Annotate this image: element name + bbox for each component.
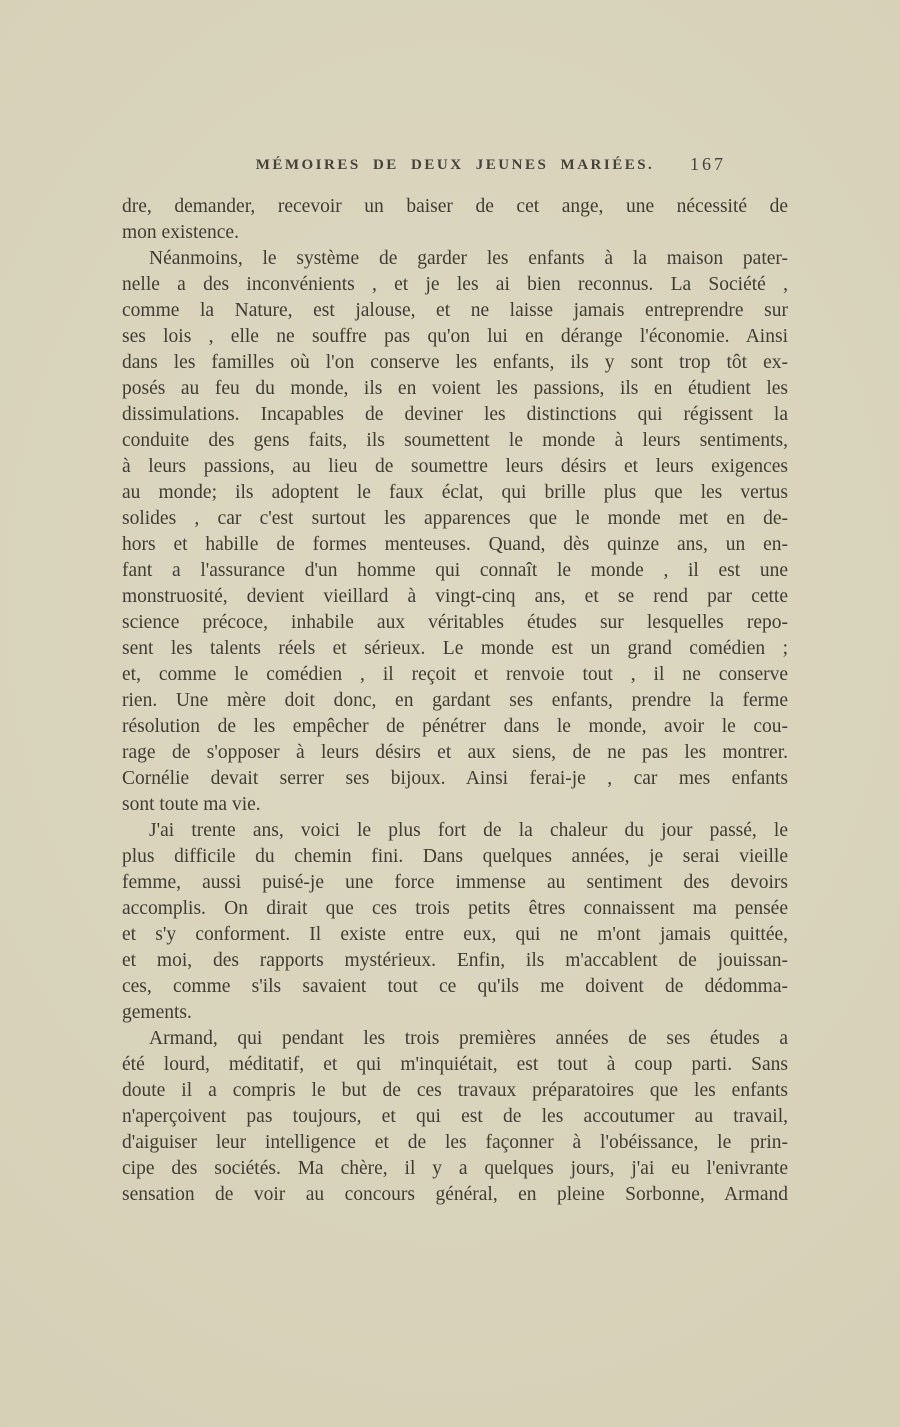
text-line: sent les talents réels et sérieux. Le monde est un grand comédien ;: [122, 638, 788, 659]
text-line: solides , car c'est surtout les apparences que le monde met en de-: [122, 508, 788, 529]
text-line: ces, comme s'ils savaient tout ce qu'ils me doivent de dédomma-: [122, 976, 788, 997]
text-line: hors et habille de formes menteuses. Quand, dès quinze ans, un en-: [122, 534, 788, 555]
text-line: accomplis. On dirait que ces trois petits êtres connaissent ma pensée: [122, 898, 788, 919]
text-line: Armand, qui pendant les trois premières années de ses études a: [149, 1028, 788, 1049]
text-line: rien. Une mère doit donc, en gardant ses enfants, prendre la ferme: [122, 690, 788, 711]
text-line: dissimulations. Incapables de deviner les distinctions qui régissent la: [122, 404, 788, 425]
text-line: fant a l'assurance d'un homme qui connaît le monde , il est une: [122, 560, 788, 581]
text-line: dre, demander, recevoir un baiser de cet ange, une nécessité de: [122, 196, 788, 217]
text-line: n'aperçoivent pas toujours, et qui est de les accoutumer au travail,: [122, 1106, 788, 1127]
text-line: monstruosité, devient vieillard à vingt-cinq ans, et se rend par cette: [122, 586, 788, 607]
text-line: à leurs passions, au lieu de soumettre leurs désirs et leurs exigences: [122, 456, 788, 477]
text-line: au monde; ils adoptent le faux éclat, qui brille plus que les vertus: [122, 482, 788, 503]
text-line: sont toute ma vie.: [122, 794, 261, 815]
text-line: été lourd, méditatif, et qui m'inquiétait, est tout à coup parti. Sans: [122, 1054, 788, 1075]
paragraph: [122, 818, 788, 1026]
text-line: femme, aussi puisé-je une force immense au sentiment des devoirs: [122, 872, 788, 893]
text-line: nelle a des inconvénients , et je les ai bien reconnus. La Société ,: [122, 274, 788, 295]
text-line: comme la Nature, est jalouse, et ne laisse jamais entreprendre sur: [122, 300, 788, 321]
paragraph: [122, 194, 788, 246]
text-line: mon existence.: [122, 222, 239, 243]
text-line: plus difficile du chemin fini. Dans quelques années, je serai vieille: [122, 846, 788, 867]
text-line: résolution de les empêcher de pénétrer dans le monde, avoir le cou-: [122, 716, 788, 737]
paragraph: [122, 1026, 788, 1208]
text-line: science précoce, inhabile aux véritables études sur lesquelles repo-: [122, 612, 788, 633]
text-line: Cornélie devait serrer ses bijoux. Ainsi ferai-je , car mes enfants: [122, 768, 788, 789]
paragraph: [122, 246, 788, 818]
text-line: posés au feu du monde, ils en voient les passions, ils en étudient les: [122, 378, 788, 399]
text-line: et moi, des rapports mystérieux. Enfin, ils m'accablent de jouissan-: [122, 950, 788, 971]
text-line: rage de s'opposer à leurs désirs et aux siens, de ne pas les montrer.: [122, 742, 788, 763]
text-line: sensation de voir au concours général, en pleine Sorbonne, Armand: [122, 1184, 788, 1205]
text-line: doute il a compris le but de ces travaux préparatoires que les enfants: [122, 1080, 788, 1101]
text-block: [122, 194, 788, 1208]
page-header: [122, 154, 788, 174]
page-number: 167: [690, 154, 726, 174]
text-line: Néanmoins, le système de garder les enfants à la maison pater-: [149, 248, 788, 269]
text-line: gements.: [122, 1002, 192, 1023]
text-line: et s'y conforment. Il existe entre eux, qui ne m'ont jamais quittée,: [122, 924, 788, 945]
text-line: et, comme le comédien , il reçoit et renvoie tout , il ne conserve: [122, 664, 788, 685]
text-line: J'ai trente ans, voici le plus fort de la chaleur du jour passé, le: [149, 820, 788, 841]
running-title: MÉMOIRES DE DEUX JEUNES MARIÉES.: [255, 157, 655, 173]
text-line: conduite des gens faits, ils soumettent le monde à leurs sentiments,: [122, 430, 788, 451]
text-line: d'aiguiser leur intelligence et de les façonner à l'obéissance, le prin-: [122, 1132, 788, 1153]
text-line: cipe des sociétés. Ma chère, il y a quelques jours, j'ai eu l'enivrante: [122, 1158, 788, 1179]
text-line: dans les familles où l'on conserve les enfants, ils y sont trop tôt ex-: [122, 352, 788, 373]
text-line: ses lois , elle ne souffre pas qu'on lui en dérange l'économie. Ainsi: [122, 326, 788, 347]
